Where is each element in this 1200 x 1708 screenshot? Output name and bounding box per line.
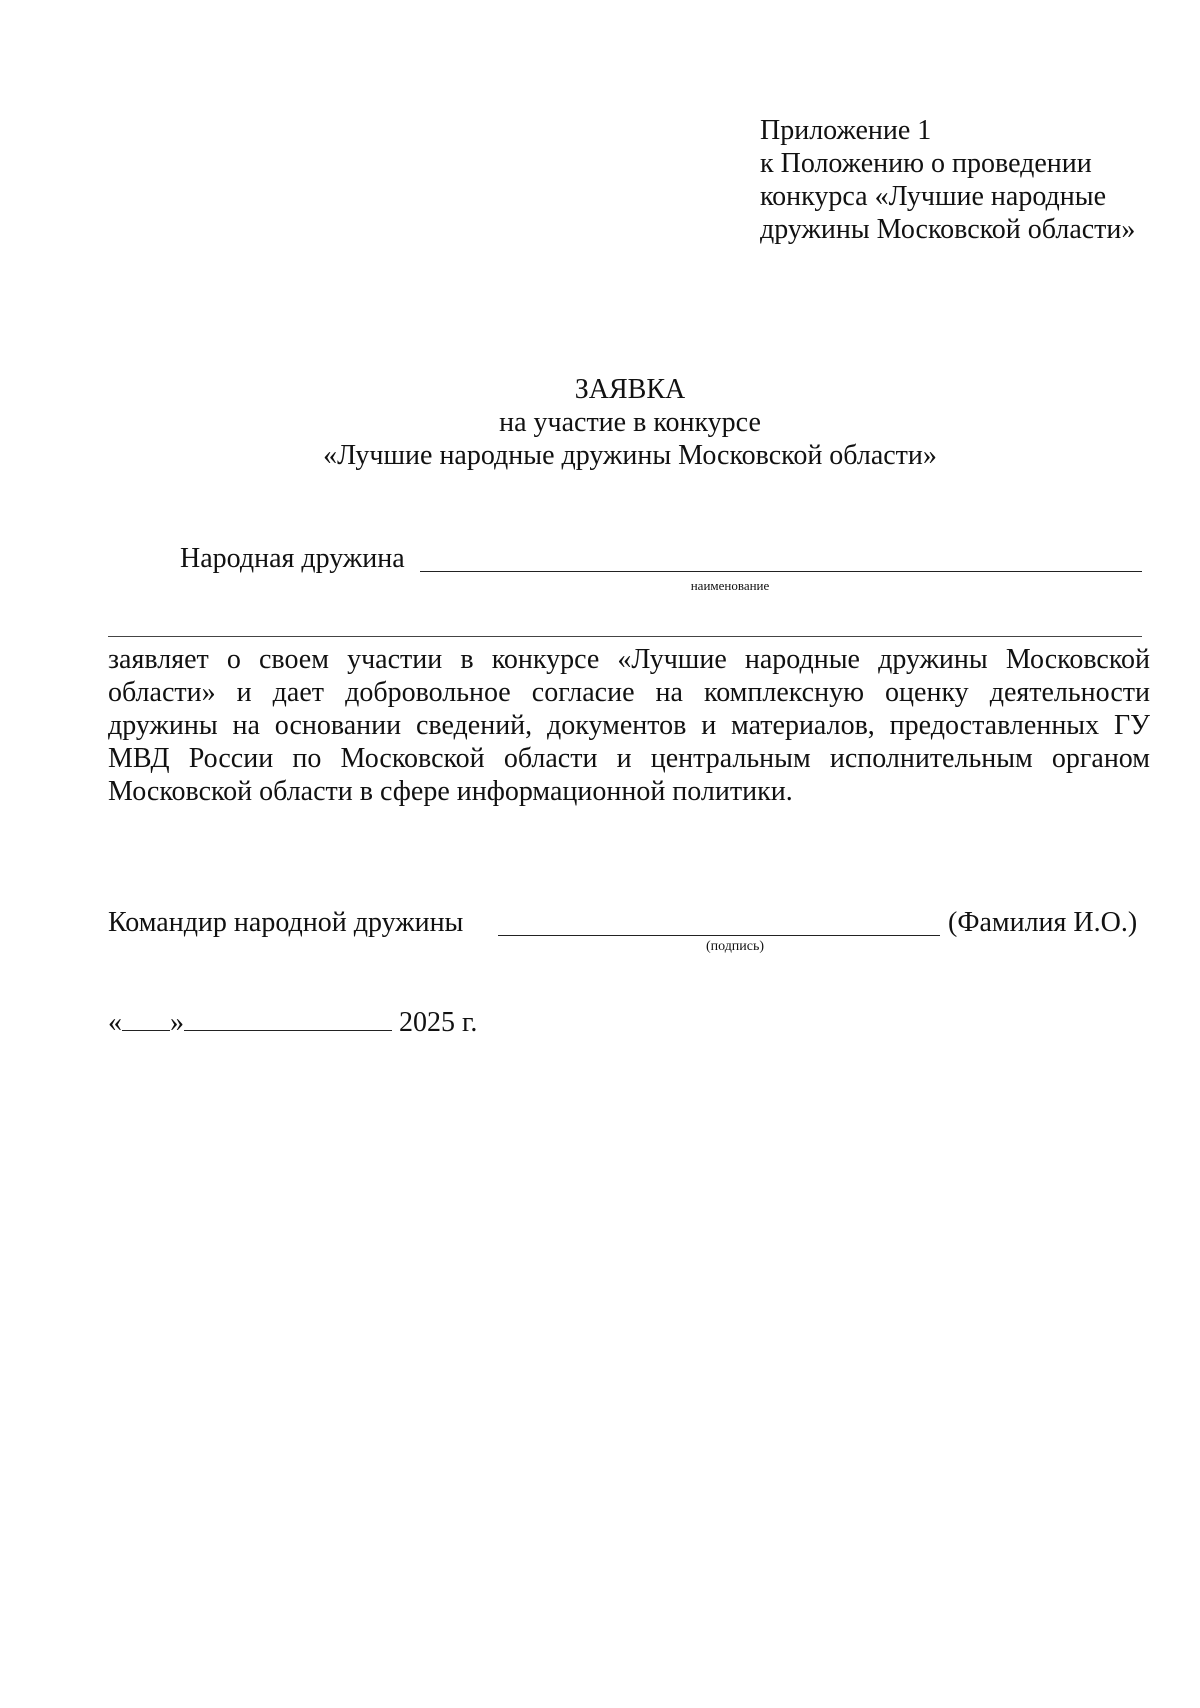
title-line-2: на участие в конкурсе: [499, 407, 761, 438]
signature-caption: (подпись): [705, 939, 765, 954]
appendix-line-4: дружины Московской области»: [760, 214, 1136, 245]
date-month-field[interactable]: [184, 1006, 392, 1031]
squad-name-field-continuation[interactable]: [108, 636, 1142, 637]
date-line: [108, 1006, 477, 1039]
commander-label: Командир народной дружины: [108, 907, 464, 938]
date-open-quote: «: [108, 1007, 122, 1038]
squad-name-caption: наименование: [690, 578, 770, 593]
date-year: 2025 г.: [399, 1007, 478, 1038]
date-close-quote: »: [170, 1007, 184, 1038]
title-heading: ЗАЯВКА: [574, 374, 686, 405]
statement-paragraph: заявляет о своем участии в конкурсе «Лучшие народные дружины Московской области» и дает добровольное согласие на комплексную оценку деятельности дружины на основании сведений, документов и материалов, предоставленных ГУ МВД России по Московской области и центральным исполнительным органом Московской области в сфере информационной политики.: [108, 644, 1150, 807]
appendix-line-2: к Положению о проведении: [760, 148, 1092, 179]
squad-name-field[interactable]: [420, 571, 1142, 572]
appendix-reference: [760, 114, 1180, 246]
appendix-line-3: конкурса «Лучшие народные: [760, 181, 1106, 212]
title-line-3: «Лучшие народные дружины Московской области»: [323, 440, 937, 471]
appendix-line-1: Приложение 1: [760, 115, 932, 146]
date-day-field[interactable]: [122, 1006, 170, 1031]
commander-name-placeholder: (Фамилия И.О.): [948, 907, 1138, 938]
signature-field[interactable]: [498, 935, 940, 936]
document-title: [110, 373, 1150, 472]
squad-label: Народная дружина: [180, 543, 405, 574]
